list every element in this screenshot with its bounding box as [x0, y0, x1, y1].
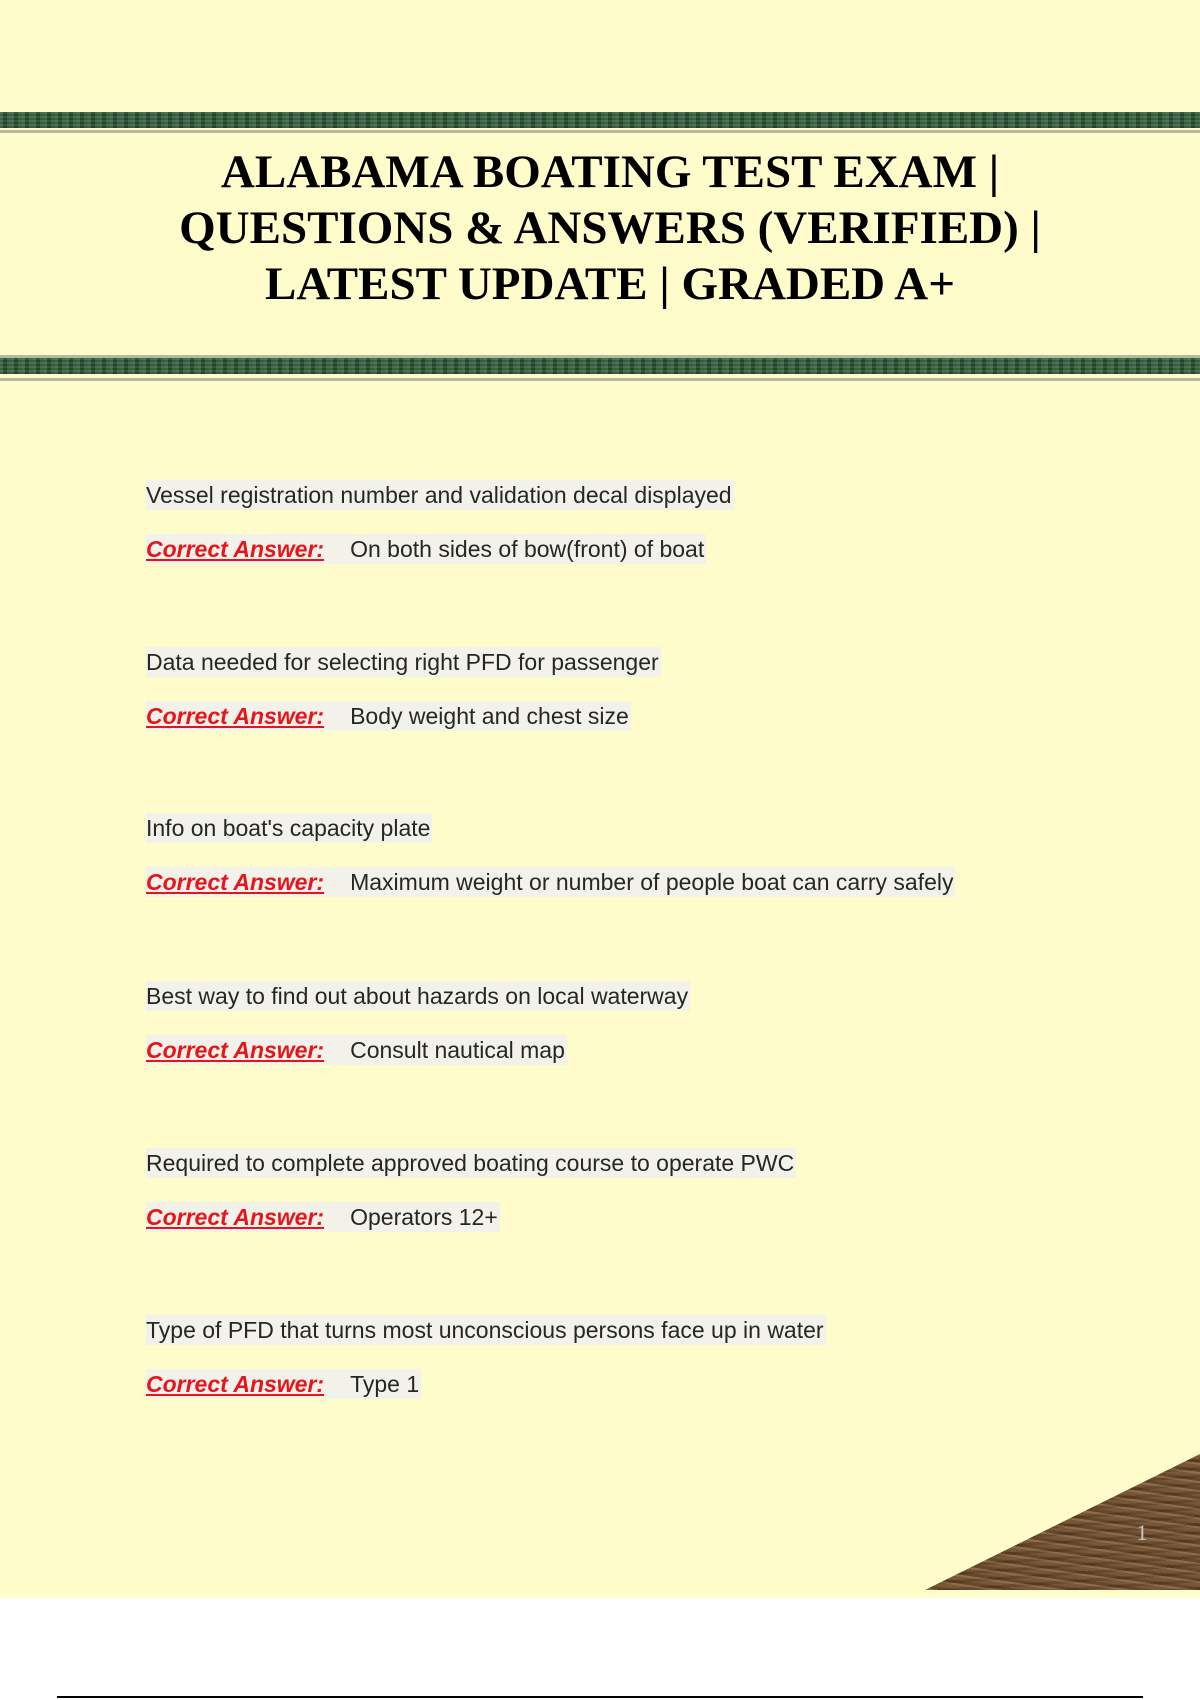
- bottom-divider-line-lower: [0, 378, 1200, 381]
- answer-row: [146, 1202, 796, 1232]
- question-text: Type of PFD that turns most unconscious persons face up in water: [146, 1317, 824, 1343]
- footer-rule: [57, 1696, 1143, 1698]
- answer-text: Consult nautical map: [350, 1037, 565, 1063]
- answer-text: On both sides of bow(front) of boat: [350, 536, 705, 562]
- correct-answer-label: Correct Answer:: [146, 701, 350, 731]
- answer-text: Type 1: [350, 1371, 420, 1397]
- qa-item: [146, 647, 661, 731]
- question-text: Info on boat's capacity plate: [146, 815, 431, 841]
- document-title: ALABAMA BOATING TEST EXAM | QUESTIONS & ANSWERS (VERIFIED) | LATEST UPDATE | GRADED A+: [179, 146, 1041, 310]
- wood-corner-decoration: [925, 1454, 1200, 1590]
- answer-row: [146, 534, 734, 564]
- answer-text: Maximum weight or number of people boat can carry safely: [350, 869, 954, 895]
- correct-answer-label: Correct Answer:: [146, 534, 350, 564]
- qa-item: [146, 1148, 796, 1232]
- answer-text: Operators 12+: [350, 1204, 498, 1230]
- answer-row: [146, 701, 661, 731]
- answer-text: Body weight and chest size: [350, 703, 629, 729]
- correct-answer-label: Correct Answer:: [146, 1035, 350, 1065]
- top-divider-line: [0, 130, 1200, 133]
- question-text: Data needed for selecting right PFD for passenger: [146, 649, 659, 675]
- question-text: Required to complete approved boating course to operate PWC: [146, 1150, 795, 1176]
- page-number: 1: [1136, 1520, 1148, 1545]
- correct-answer-label: Correct Answer:: [146, 1202, 350, 1232]
- qa-item: [146, 480, 734, 564]
- question-text: Vessel registration number and validation decal displayed: [146, 482, 732, 508]
- top-decorative-band: [0, 112, 1200, 128]
- qa-item: [146, 1315, 826, 1399]
- bottom-decorative-band: [0, 358, 1200, 374]
- answer-row: [146, 1035, 690, 1065]
- qa-item: [146, 813, 955, 897]
- qa-item: [146, 981, 690, 1065]
- answer-row: [146, 1369, 826, 1399]
- answer-row: [146, 867, 955, 897]
- question-text: Best way to find out about hazards on local waterway: [146, 983, 689, 1009]
- correct-answer-label: Correct Answer:: [146, 867, 350, 897]
- correct-answer-label: Correct Answer:: [146, 1369, 350, 1399]
